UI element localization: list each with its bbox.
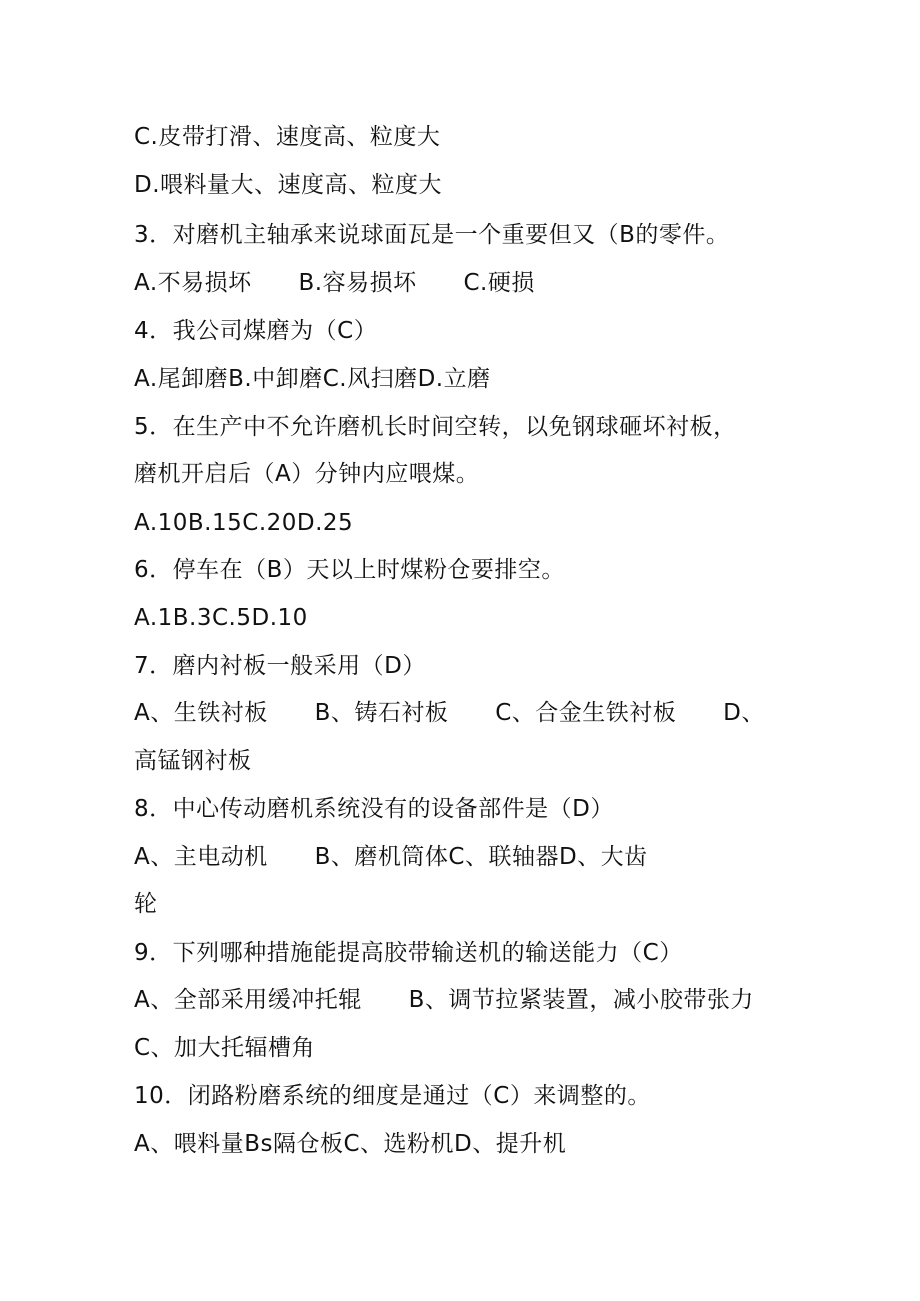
option-line: C.皮带打滑、速度高、粒度大 <box>134 124 441 150</box>
option-line: C、加大托辐槽角 <box>134 1035 316 1061</box>
question-line: 8．中心传动磨机系统没有的设备部件是（D） <box>134 796 614 822</box>
option-line: D.喂料量大、速度高、粒度大 <box>134 172 443 198</box>
option-line: A.1B.3C.5D.10 <box>134 605 308 631</box>
question-line: 5．在生产中不允许磨机长时间空转，以免钢球砸坏衬板， <box>134 414 737 440</box>
question-line: 9．下列哪种措施能提高胶带输送机的输送能力（C） <box>134 940 683 966</box>
option-line: A.不易损坏 B.容易损坏 C.硬损 <box>134 270 535 296</box>
option-line: A、生铁衬板 B、铸石衬板 C、合金生铁衬板 D、 <box>134 700 765 726</box>
option-line-continued: 轮 <box>134 891 158 917</box>
question-line-continued: 磨机开启后（A）分钟内应喂煤。 <box>134 461 480 487</box>
question-line: 4．我公司煤磨为（C） <box>134 318 378 344</box>
option-line: A.10B.15C.20D.25 <box>134 510 354 536</box>
option-line: A、喂料量Bs隔仓板C、选粉机D、提升机 <box>134 1131 567 1157</box>
option-line: A、全部采用缓冲托辊 B、调节拉紧装置，减小胶带张力 <box>134 987 754 1013</box>
option-line: A、主电动机 B、磨机筒体C、联轴器D、大齿 <box>134 844 648 870</box>
question-line: 7．磨内衬板一般采用（D） <box>134 653 426 679</box>
option-line-continued: 高锰钢衬板 <box>134 748 252 774</box>
question-line: 10．闭路粉磨系统的细度是通过（C）来调整的。 <box>134 1083 651 1109</box>
option-line: A.尾卸磨B.中卸磨C.风扫磨D.立磨 <box>134 366 491 392</box>
question-line: 3．对磨机主轴承来说球面瓦是一个重要但又（B的零件。 <box>134 222 730 248</box>
question-line: 6．停车在（B）天以上时煤粉仓要排空。 <box>134 557 565 583</box>
